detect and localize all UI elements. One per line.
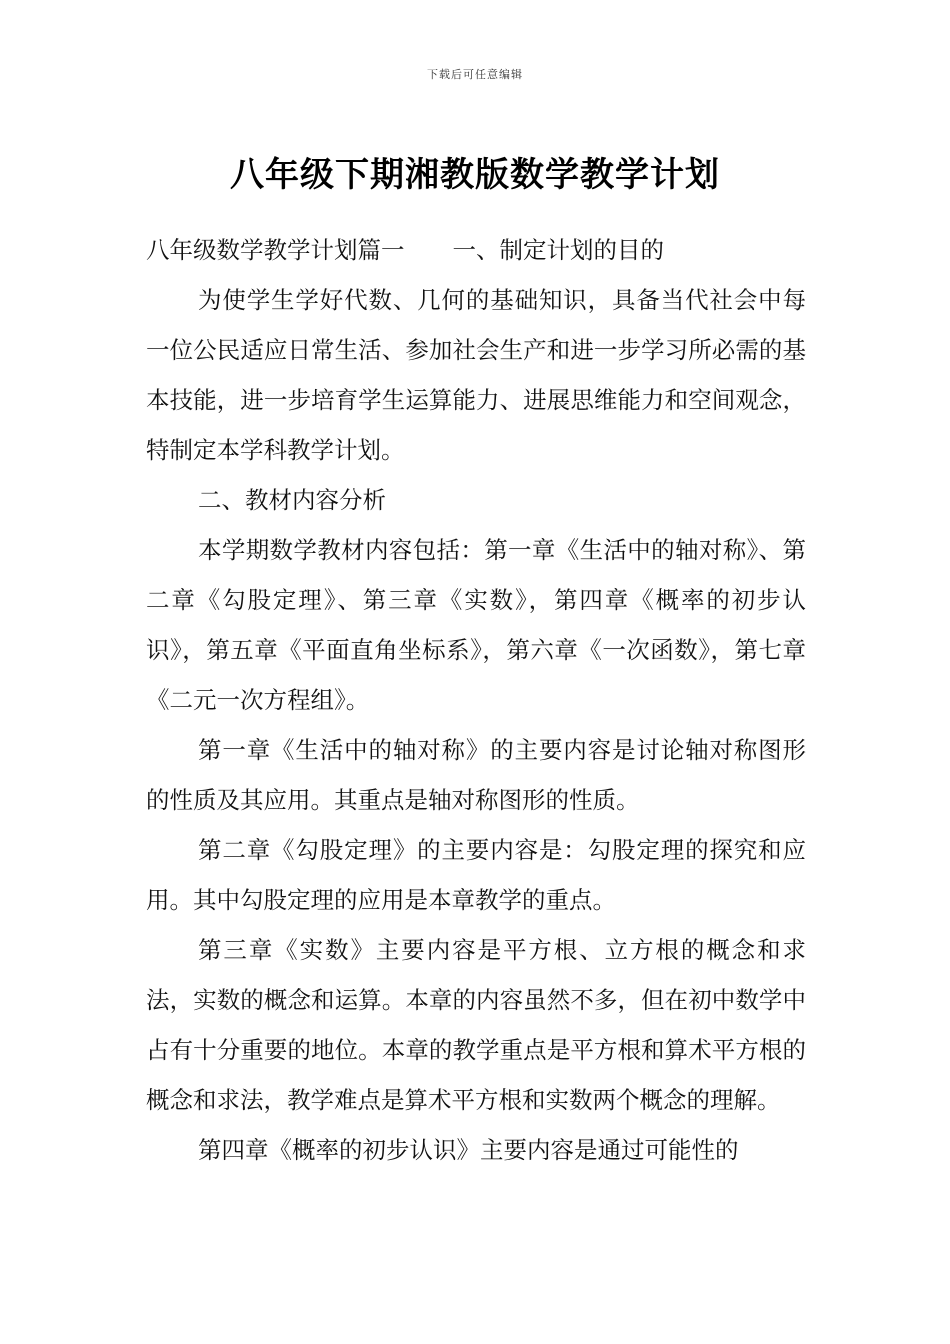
- section-heading-2: 二、教材内容分析: [198, 486, 386, 514]
- paragraph-purpose: 为使学生学好代数、几何的基础知识，具备当代社会中每一位公民适应日常生活、参加社会生产和进一步学习所必需的基本技能，进一步培育学生运算能力、进展思维能力和空间观念，特制定本学科教学计划。: [146, 286, 806, 464]
- section-heading-1: 一、制定计划的目的: [452, 236, 664, 264]
- header-note: 下载后可任意编辑: [427, 68, 523, 81]
- intro-label: 八年级数学教学计划篇一: [146, 236, 405, 264]
- paragraph-contents: 本学期数学教材内容包括：第一章《生活中的轴对称》、第二章《勾股定理》、第三章《实数》，第四章《概率的初步认识》，第五章《平面直角坐标系》，第六章《一次函数》，第七章《二元一次方程组》。: [146, 536, 806, 714]
- paragraph-chapter-1: 第一章《生活中的轴对称》的主要内容是讨论轴对称图形的性质及其应用。其重点是轴对称图形的性质。: [146, 736, 806, 814]
- paragraph-chapter-3: 第三章《实数》主要内容是平方根、立方根的概念和求法，实数的概念和运算。本章的内容虽然不多，但在初中数学中占有十分重要的地位。本章的教学重点是平方根和算术平方根的概念和求法，教学难点是算术平方根和实数两个概念的理解。: [146, 936, 806, 1114]
- document-title: 八年级下期湘教版数学教学计划: [230, 154, 720, 195]
- intro-line: [146, 225, 806, 275]
- paragraph-chapter-4: 第四章《概率的初步认识》主要内容是通过可能性的: [198, 1136, 739, 1164]
- paragraph-chapter-2: 第二章《勾股定理》的主要内容是：勾股定理的探究和应用。其中勾股定理的应用是本章教学的重点。: [146, 836, 806, 914]
- document-body: [146, 225, 806, 1175]
